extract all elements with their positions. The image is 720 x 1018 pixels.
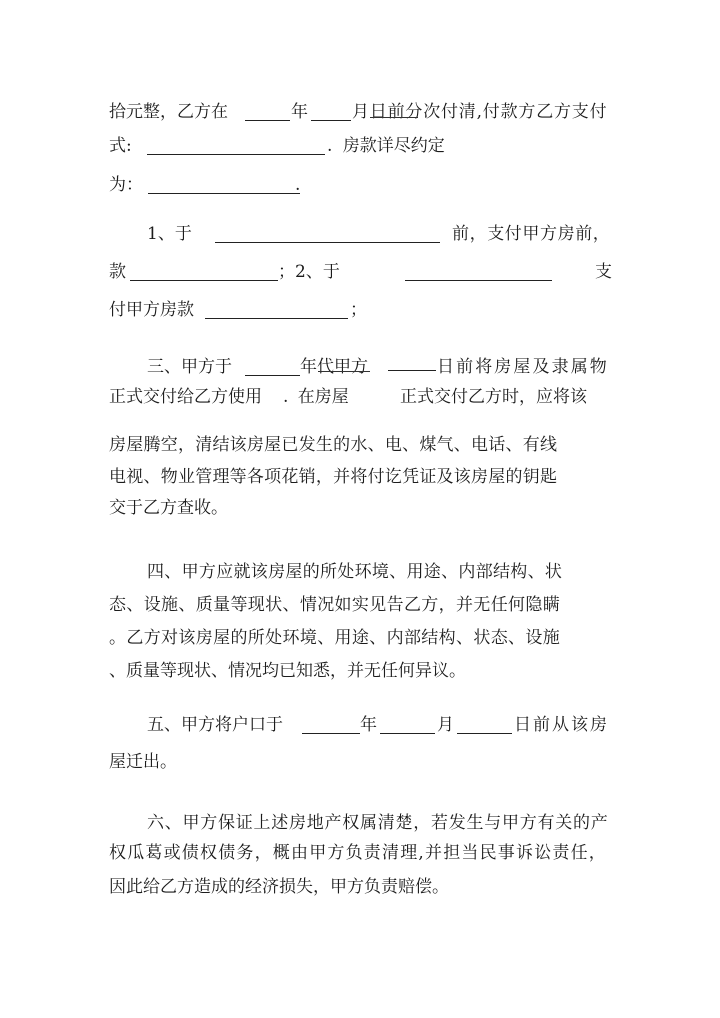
payment-line-3-rest: . (295, 175, 301, 195)
installment-2-cont (0, 299, 720, 321)
clause-4-line-3 (0, 627, 720, 649)
payment-method-label: 式: (109, 136, 132, 156)
clause-3-line-4 (0, 466, 720, 488)
paragraph-line: 权瓜葛或债权债务，概由甲方负责清理,并担当民事诉讼责任， (109, 843, 608, 863)
paragraph-line: 因此给乙方造成的经济损失，甲方负责赔偿。 (109, 877, 449, 897)
blank-line (457, 733, 512, 734)
clause-6-line-3 (0, 876, 720, 898)
clause-4-line-4 (0, 660, 720, 682)
paragraph-line: 六、甲方保证上述房地产权属清楚，若发生与甲方有关的产 (147, 813, 609, 833)
blank-line (388, 370, 436, 371)
blank-line (130, 280, 278, 281)
clause-3-line-5 (0, 497, 720, 519)
payment-line-1-lead: 拾元整，乙方在 (109, 102, 228, 122)
payment-line-2 (0, 135, 720, 157)
payment-line-3 (0, 174, 720, 196)
blank-line (148, 193, 300, 194)
installment-1-rest: 前，支付甲方房前， (452, 224, 611, 244)
blank-line (405, 280, 552, 281)
installment-1 (0, 223, 720, 245)
blank-line (245, 120, 290, 121)
installment-2-cont-rest: ； (350, 300, 367, 320)
payment-line-1-rest: 月日前分次付清,付款方乙方支付 (352, 102, 608, 122)
paragraph-line: 。乙方对该房屋的所处环境、用途、内部结构、状态、设施 (109, 628, 561, 648)
clause-6-line-2 (0, 842, 720, 864)
clause-4-line-2 (0, 594, 720, 616)
clause-3-rest: 日前将房屋及隶属物 (437, 357, 609, 377)
installment-2-rest: 支 (595, 262, 612, 282)
clause-3-lead: 三、甲方于 (147, 357, 232, 377)
clause-3-line-2-c: 正式交付乙方时，应将该 (400, 387, 587, 407)
paragraph-line: 交于乙方查收。 (109, 498, 228, 518)
clause-3-year: 年代甲方 (300, 357, 368, 377)
clause-3-line-2-a: 正式交付给乙方使用 (109, 387, 262, 407)
paragraph-line: 电视、物业管理等各项花销，并将付讫凭证及该房屋的钥匙 (109, 467, 558, 487)
blank-line (245, 375, 300, 376)
blank-line (380, 733, 435, 734)
blank-line (311, 120, 351, 121)
year-label: 年 (291, 102, 308, 122)
clause-6-line-1 (0, 812, 720, 834)
payment-line-3-lead: 为： (109, 175, 143, 195)
paragraph-line: 、质量等现状、情况均已知悉，并无任何异议。 (109, 661, 466, 681)
clause-5-lead: 五、甲方将户口于 (147, 715, 283, 735)
year-label: 年 (360, 715, 377, 735)
clause-3-line-3 (0, 434, 720, 456)
blank-line (215, 242, 440, 243)
clause-5-line-2 (0, 751, 720, 773)
blank-line (302, 733, 360, 734)
clause-5-rest: 日前从该房 (514, 715, 609, 735)
payment-line-1 (0, 101, 720, 123)
installment-2-cont-lead: 付甲方房款 (109, 300, 194, 320)
clause-3-line-2 (0, 386, 720, 408)
blank-line (205, 318, 348, 319)
installment-1-cont-lead: 款 (109, 262, 126, 282)
paragraph-line: 四、甲方应就该房屋的所处环境、用途、内部结构、状 (147, 562, 563, 582)
strike-line (370, 117, 418, 118)
installment-1-cont (0, 261, 720, 283)
payment-line-2-rest: . 房款详尽约定 (327, 136, 445, 156)
clause-3-line-2-b: . 在房屋 (283, 387, 349, 407)
clause-5-line-1 (0, 714, 720, 736)
blank-line (147, 154, 325, 155)
paragraph-line: 屋迁出。 (109, 752, 177, 772)
installment-1-lead: 1、于 (147, 224, 192, 244)
clause-3-line-1 (0, 356, 720, 378)
month-label: 月 (437, 715, 454, 735)
paragraph-line: 态、设施、质量等现状、情况如实见告乙方，并无任何隐瞒 (109, 595, 561, 615)
paragraph-line: 房屋腾空，清结该房屋已发生的水、电、煤气、电话、有线 (109, 435, 558, 455)
installment-2-lead: ；2、于 (278, 262, 340, 282)
strike-line (318, 371, 370, 372)
clause-4-line-1 (0, 561, 720, 583)
